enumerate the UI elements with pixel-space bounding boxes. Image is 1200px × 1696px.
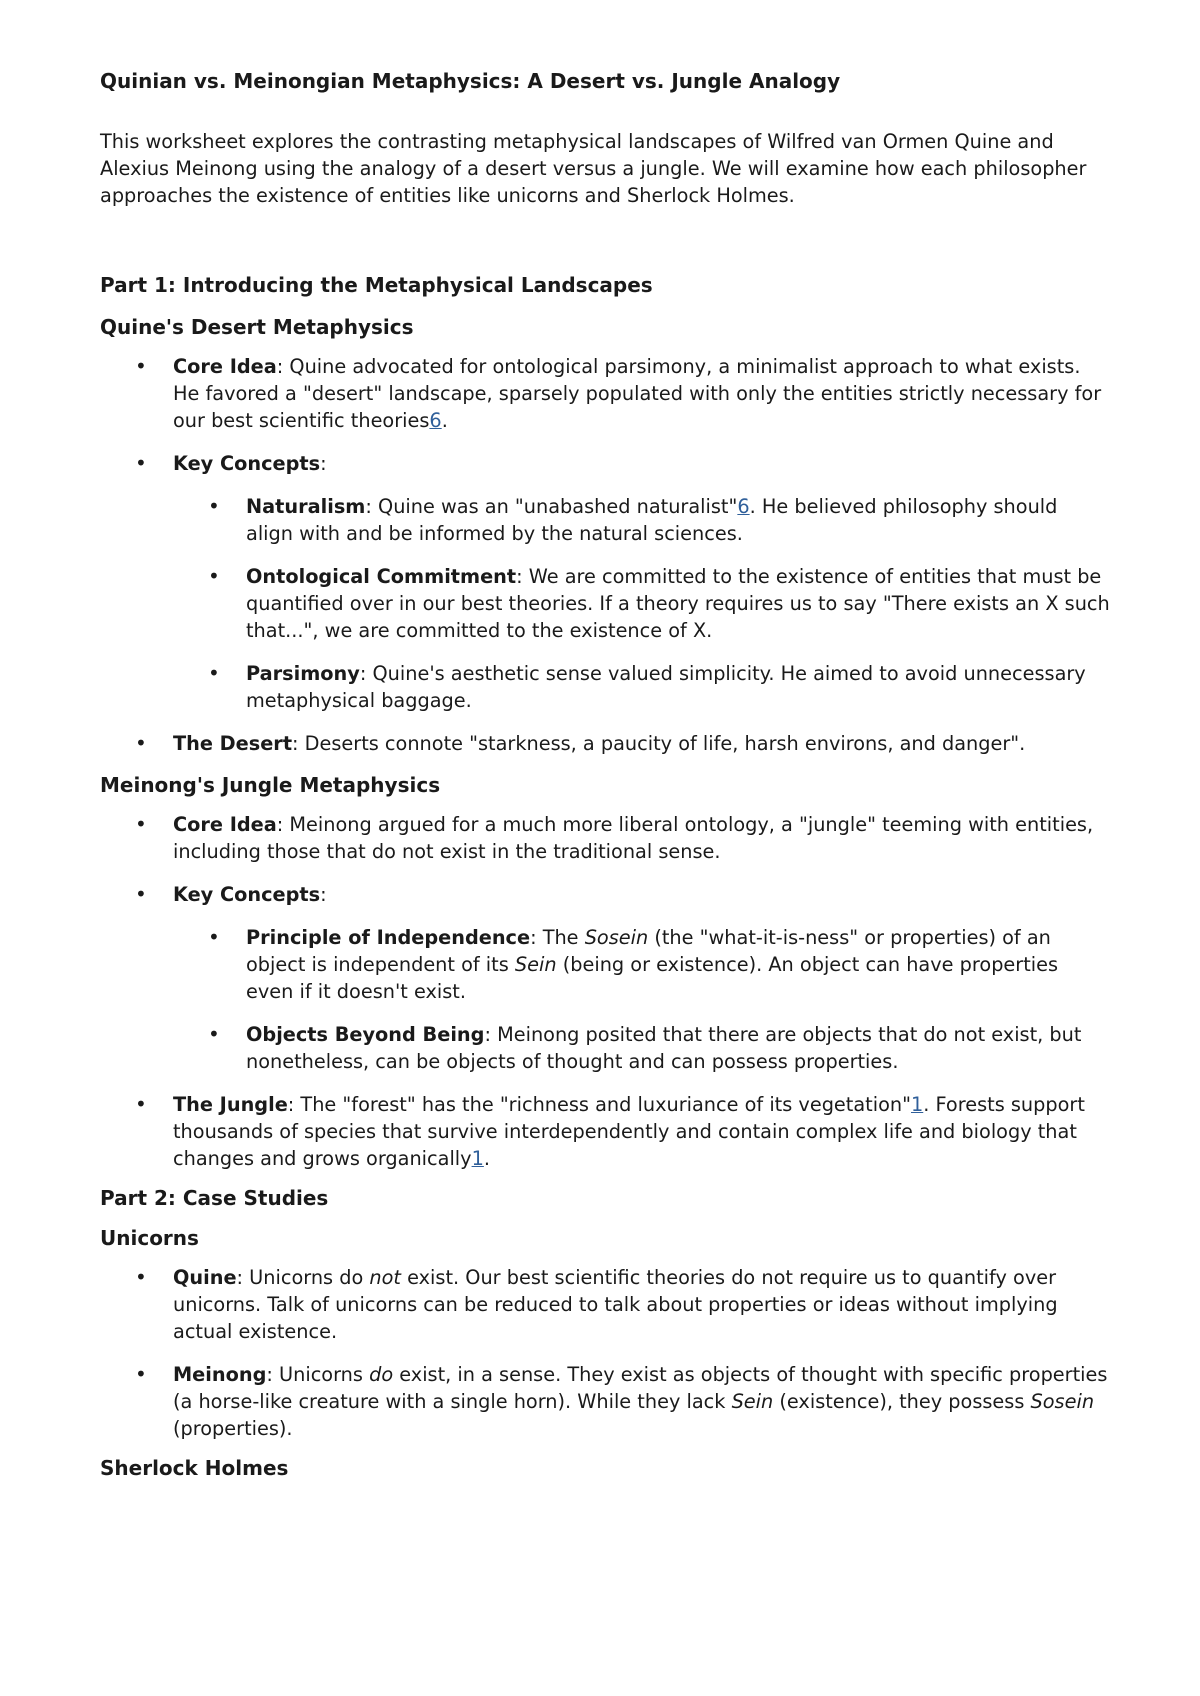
part2-heading: Part 2: Case Studies: [100, 1186, 329, 1210]
bullet-icon: [135, 730, 145, 757]
parsimony-item: [100, 660, 1110, 714]
bullet-icon: [208, 660, 218, 687]
bullet-icon: [135, 1264, 145, 1291]
item-term: The Jungle: [173, 1093, 288, 1116]
bullet-icon: [135, 353, 145, 380]
ontological-commitment-item: [100, 563, 1110, 644]
item-term: Key Concepts: [173, 452, 321, 475]
quine-key-concepts-item: [100, 450, 1110, 477]
footnote-link[interactable]: 6: [429, 409, 442, 432]
principle-independence-item: [100, 924, 1110, 1005]
item-emphasis: Sosein: [1030, 1390, 1095, 1413]
item-text: .: [441, 409, 448, 432]
unicorns-list: [100, 1264, 1110, 1442]
item-text: (properties).: [173, 1417, 293, 1440]
item-term: Quine: [173, 1266, 237, 1289]
item-text: : The: [530, 926, 585, 949]
item-text: : We are committed to the existence of entities that must be quantified over in our best theories. If a theory requires us to say "There exists an X such that...", we are committed to the existence of X.: [246, 565, 1110, 642]
quine-desert-heading: Quine's Desert Metaphysics: [100, 315, 414, 339]
bullet-icon: [135, 881, 145, 908]
item-text: : Deserts connote "starkness, a paucity of life, harsh environs, and danger".: [292, 732, 1026, 755]
item-term: Core Idea: [173, 813, 277, 836]
item-term: Ontological Commitment: [246, 565, 517, 588]
bullet-icon: [135, 1091, 145, 1118]
item-emphasis: not: [369, 1266, 401, 1289]
item-term: Naturalism: [246, 495, 366, 518]
item-text: :: [320, 883, 327, 906]
item-text: : Meinong argued for a much more liberal ontology, a "jungle" teeming with entities, including those that do not exist in the traditional sense.: [173, 813, 1094, 863]
item-text: : The "forest" has the "richness and luxuriance of its vegetation": [287, 1093, 911, 1116]
bullet-icon: [135, 1361, 145, 1388]
document-title: Quinian vs. Meinongian Metaphysics: A Desert vs. Jungle Analogy: [100, 69, 841, 93]
item-term: Parsimony: [246, 662, 360, 685]
item-text: : Meinong posited that there are objects that do not exist, but nonetheless, can be objects of thought and can possess properties.: [246, 1023, 1082, 1073]
unicorns-meinong-item: [100, 1361, 1110, 1442]
item-text: exist. Our best scientific theories do not require us to quantify over unicorns. Talk of unicorns can be reduced to talk about properties or ideas without implying actual existence.: [173, 1266, 1058, 1343]
quine-core-idea-item: [100, 353, 1110, 434]
bullet-icon: [208, 563, 218, 590]
item-text: (being or existence). An object can have properties even if it doesn't exist.: [246, 953, 1059, 1003]
item-term: Principle of Independence: [246, 926, 531, 949]
item-text: :: [320, 452, 327, 475]
bullet-icon: [208, 924, 218, 951]
meinong-jungle-heading: Meinong's Jungle Metaphysics: [100, 773, 441, 797]
footnote-link[interactable]: 1: [910, 1093, 924, 1116]
item-text: (existence), they possess: [773, 1390, 1031, 1413]
item-term: Meinong: [173, 1363, 267, 1386]
item-emphasis: Sein: [514, 953, 557, 976]
bullet-icon: [135, 811, 145, 838]
item-term: Objects Beyond Being: [246, 1023, 485, 1046]
footnote-link[interactable]: 6: [737, 495, 750, 518]
part1-heading: Part 1: Introducing the Metaphysical Landscapes: [100, 273, 653, 297]
sherlock-holmes-heading: Sherlock Holmes: [100, 1456, 289, 1480]
item-text: .: [483, 1147, 490, 1170]
item-emphasis: Sein: [731, 1390, 774, 1413]
meinong-core-idea-item: [100, 811, 1110, 865]
item-text: exist, in a sense. They exist as objects of thought with specific properties (a horse-like creature with a single horn). While they lack: [173, 1363, 1108, 1413]
item-emphasis: do: [369, 1363, 394, 1386]
item-text: . He believed philosophy should align with and be informed by the natural sciences.: [246, 495, 1058, 545]
item-text: : Unicorns: [266, 1363, 370, 1386]
bullet-icon: [135, 450, 145, 477]
desert-item: [100, 730, 1110, 757]
item-text: (the "what-it-is-ness" or properties) of an object is independent of its: [246, 926, 1051, 976]
item-text: : Quine was an "unabashed naturalist": [365, 495, 738, 518]
footnote-link[interactable]: 1: [471, 1147, 484, 1170]
meinong-key-concepts-item: [100, 881, 1110, 908]
bullet-icon: [208, 493, 218, 520]
quine-list: [100, 353, 1110, 757]
meinong-list: [100, 811, 1110, 1172]
intro-paragraph: This worksheet explores the contrasting metaphysical landscapes of Wilfred van Ormen Quine and Alexius Meinong using the analogy of a desert versus a jungle. We will examine how each philosopher approaches the existence of entities like unicorns and Sherlock Holmes.: [100, 130, 1087, 207]
jungle-item: [100, 1091, 1110, 1172]
unicorns-heading: Unicorns: [100, 1226, 199, 1250]
item-text: : Quine's aesthetic sense valued simplicity. He aimed to avoid unnecessary metaphysical baggage.: [246, 662, 1086, 712]
item-term: The Desert: [173, 732, 293, 755]
document-body: [100, 66, 1110, 1482]
unicorns-quine-item: [100, 1264, 1110, 1345]
naturalism-item: [100, 493, 1110, 547]
objects-beyond-being-item: [100, 1021, 1110, 1075]
bullet-icon: [208, 1021, 218, 1048]
item-term: Key Concepts: [173, 883, 321, 906]
item-text: : Unicorns do: [236, 1266, 370, 1289]
item-emphasis: Sosein: [584, 926, 649, 949]
item-term: Core Idea: [173, 355, 277, 378]
item-text: . Forests support thousands of species that survive interdependently and contain complex life and biology that changes and grows organically: [173, 1093, 1085, 1170]
item-text: : Quine advocated for ontological parsimony, a minimalist approach to what exists. He favored a "desert" landscape, sparsely populated with only the entities strictly necessary for our best scientific theories: [173, 355, 1102, 432]
